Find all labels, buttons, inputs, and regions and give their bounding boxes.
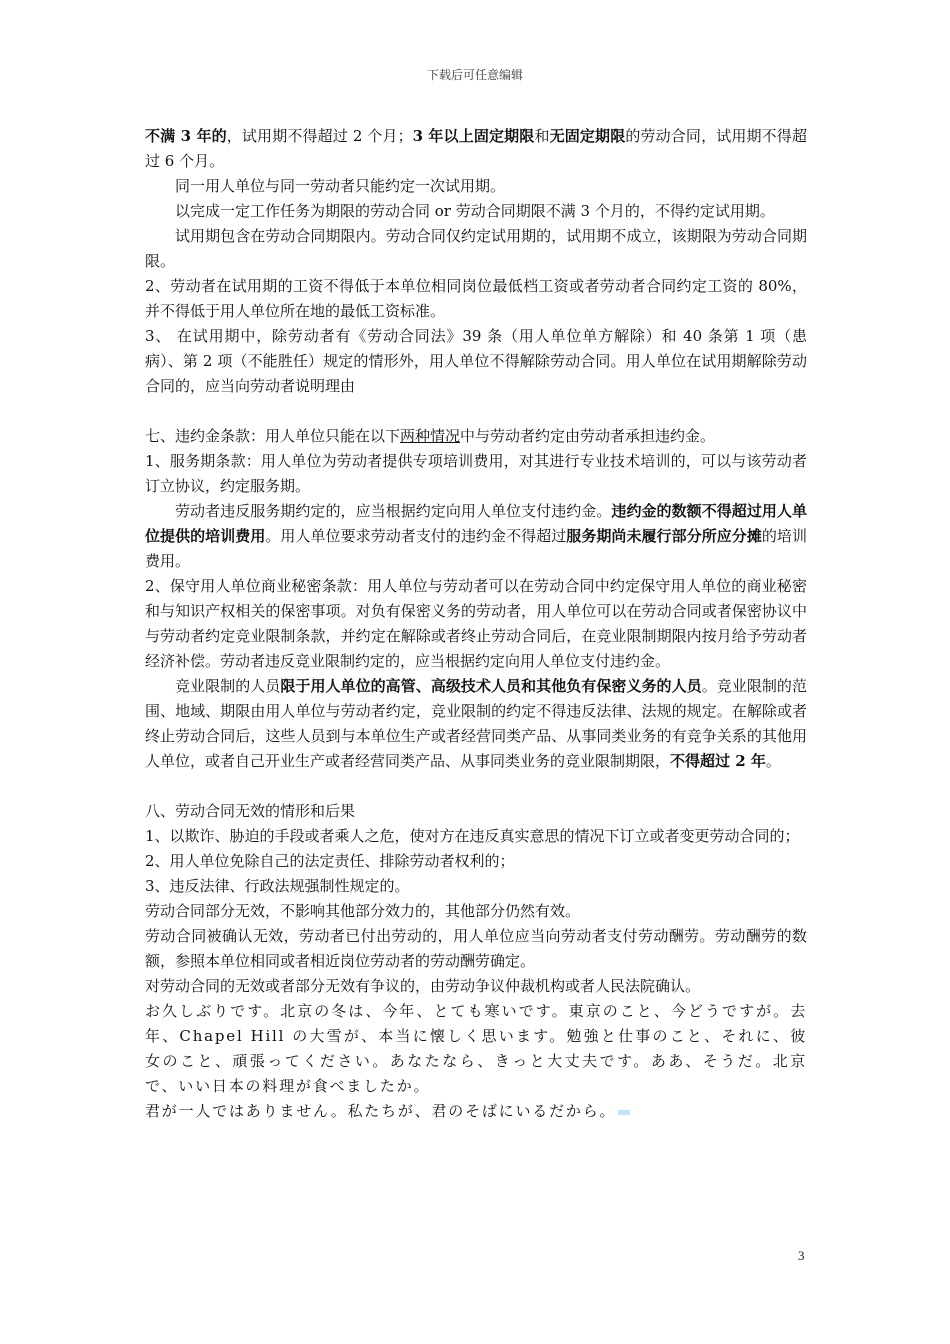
paragraph: 劳动者违反服务期约定的，应当根据约定向用人单位支付违约金。违约金的数额不得超过用人单位提供的培训费用。用人单位要求劳动者支付的违约金不得超过服务期尚未履行部分所应分摊的培训费用。 <box>145 502 807 570</box>
paragraph: 2、劳动者在试用期的工资不得低于本单位相同岗位最低档工资或者劳动者合同约定工资的 80%，并不得低于用人单位所在地的最低工资标准。 <box>145 277 807 320</box>
underlined-text: 两种情况 <box>400 427 461 445</box>
bold-text: 服务期尚未履行部分所应分摊 <box>566 527 762 545</box>
paragraph: 2、用人单位免除自己的法定责任、排除劳动者权利的； <box>145 852 515 870</box>
paragraph: 3、违反法律、行政法规强制性规定的。 <box>145 877 410 895</box>
paragraph: 竞业限制的人员限于用人单位的高管、高级技术人员和其他负有保密义务的人员。竞业限制的范围、地域、期限由用人单位与劳动者约定，竞业限制的约定不得违反法律、法规的规定。在解除或者终止劳动合同后，这些人员到与本单位生产或者经营同类产品、从事同类业务的有竞争关系的其他用人单位，或者自己开业生产或者经营同类产品、从事同类业务的竞业限制期限，不得超过 2 年。 <box>145 677 807 770</box>
document-body <box>145 124 807 1124</box>
spacer <box>145 774 807 799</box>
paragraph: 1、服务期条款：用人单位为劳动者提供专项培训费用，对其进行专业技术培训的，可以与该劳动者订立协议，约定服务期。 <box>145 452 807 495</box>
paragraph: 2、保守用人单位商业秘密条款：用人单位与劳动者可以在劳动合同中约定保守用人单位的商业秘密和与知识产权相关的保密事项。对负有保密义务的劳动者，用人单位可以在劳动合同或者保密协议中与劳动者约定竞业限制条款，并约定在解除或者终止劳动合同后，在竞业限制期限内按月给予劳动者经济补偿。劳动者违反竞业限制约定的，应当根据约定向用人单位支付违约金。 <box>145 577 807 670</box>
japanese-paragraph: お久しぶりです。北京の冬は、今年、とても寒いです。東京のこと、今どうですが。去年、Chapel Hill の大雪が、本当に懐しく思います。勉強と仕事のこと、それに、彼女のこと、頑張ってください。あなたなら、きっと大丈夫です。ああ、そうだ。北京で、いい日本の料理が食べましたか。 <box>145 1002 807 1095</box>
bold-text: 无固定期限 <box>549 127 626 145</box>
bold-text: 不得超过 2 年 <box>670 752 766 770</box>
page-header: 下载后可任意编辑 <box>426 68 523 82</box>
bold-text: 违约金的数额不得超过用人单位提供的培训费用 <box>145 502 807 545</box>
page-number: 3 <box>798 1248 805 1263</box>
paragraph: 劳动合同被确认无效，劳动者已付出劳动的，用人单位应当向劳动者支付劳动酬劳。劳动酬劳的数额，参照本单位相同或者相近岗位劳动者的劳动酬劳确定。 <box>145 927 807 970</box>
paragraph-probation-length: 不满 3 年的，试用期不得超过 2 个月；3 年以上固定期限和无固定期限的劳动合同，试用期不得超过 6 个月。 <box>145 127 807 170</box>
text-cursor-mark <box>618 1110 630 1115</box>
bold-text: 不满 3 年的 <box>145 127 227 145</box>
paragraph: 试用期包含在劳动合同期限内。劳动合同仅约定试用期的，试用期不成立，该期限为劳动合同期限。 <box>145 227 807 270</box>
section-heading-8: 八、劳动合同无效的情形和后果 <box>145 802 356 820</box>
japanese-paragraph: 君が一人ではありません。私たちが、君のそばにいるだから。 <box>145 1099 807 1124</box>
paragraph: 以完成一定工作任务为期限的劳动合同 or 劳动合同期限不满 3 个月的，不得约定试用期。 <box>175 202 775 220</box>
spacer <box>145 399 807 424</box>
bold-text: 限于用人单位的高管、高级技术人员和其他负有保密义务的人员 <box>280 677 702 695</box>
paragraph: 劳动合同部分无效，不影响其他部分效力的，其他部分仍然有效。 <box>145 902 581 920</box>
paragraph: 同一用人单位与同一劳动者只能约定一次试用期。 <box>175 177 506 195</box>
paragraph: 1、以欺诈、胁迫的手段或者乘人之危，使对方在违反真实意思的情况下订立或者变更劳动合同的； <box>145 827 800 845</box>
paragraph: 3、 在试用期中，除劳动者有《劳动合同法》39 条（用人单位单方解除）和 40 条第 1 项（患病）、第 2 项（不能胜任）规定的情形外，用人单位不得解除劳动合同。用人单位在试用期解除劳动合同的，应当向劳动者说明理由 <box>145 327 807 395</box>
bold-text: 3 年以上固定期限 <box>412 127 535 145</box>
paragraph: 对劳动合同的无效或者部分无效有争议的，由劳动争议仲裁机构或者人民法院确认。 <box>145 977 701 995</box>
section-heading-7: 七、违约金条款：用人单位只能在以下两种情况中与劳动者约定由劳动者承担违约金。 <box>145 427 716 445</box>
